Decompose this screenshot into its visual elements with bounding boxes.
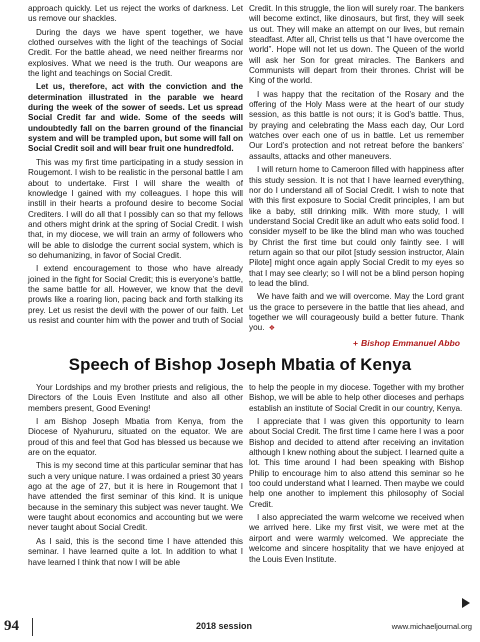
signature [249,338,464,348]
paragraph: This is my second time at this particular seminar that has such a very unique nature. I was ordained a priest 30 years ago at the age of 27, but it is here in Rougemont that I have attended the first seminar of this kind. It is unique because in the seminary this subject was never taught. We were taught about economics and accounting but we were never taught about Social Credit. [28,461,243,533]
session-label: 2018 session [196,621,253,631]
paragraph: During the days we have spent together, we have clothed ourselves with the light of the teachings of Social Credit. For the battle ahead, we need neither firearms nor explosives. What we need is the truth. Our weapons are the light and teachings on Social Credit. [28,27,243,79]
page-number: 94 [4,618,19,634]
signature-name: Bishop Emmanuel Abbo [361,337,460,348]
paragraph: I extend encouragement to those who have already joined in the fight for Social Credit; this is everyone’s battle, the same battle for all. However, we know that the devil prowls like a roaring lion, pacing back and forth stalking its prey. Let us resist the devil with the power of our faith. Let us resist and counter him with the power and truth of Social [28,264,243,325]
paragraph-bold: Let us, therefore, act with the conviction and the determination illustrated in the parable we heard during the week of the sower of seeds. Let us spread Social Credit far and wide. Some of the seeds will undoubtedly fall on the barren ground of the financial system and will be trampled upon, but some will fall on Social Credit soil and will bear fruit one hundredfold. [28,82,243,154]
continue-arrow-icon [462,598,470,608]
paragraph: This was my first time participating in a study session in Rougemont. I wish to be realistic in the personal battle I am about to undertake. First I will share the wealth of knowledge I gained with my colleagues. I hope this will instill in their hearts a profound desire to become Social Crediters. I will do all that I possibly can so that my fellows and others might drink at the spring of Social Credit. I wish that, in my diocese, we will train an army of followers who will be able to dislodge the current social system, which is so dehumanizing, in favor of Social Credit. [28,157,243,260]
website-link[interactable]: www.michaeljournal.org [391,622,472,631]
cross-icon: + [352,337,358,348]
paragraph: I also appreciated the warm welcome we received when we arrived here. Like my first visit, we were met at the airport and were warmly welcomed. We appreciate the welcome and sincere hospitality that we have enjoyed at the Louis Even Institute. [249,513,464,564]
paragraph: I will return home to Cameroon filled with happiness after this study session. It is not that I have learned everything, nor do I understand all of Social Credit. I wish to note that with this first exposure to Social Credit principles, I am but like a baby, still drinking milk. With more study, I will understand Social Credit like an adult who eats solid food. I consider myself to be like the blind man who was touched by Christ the first time but could only faintly see. I will return again so that our pilot [study session instructor, Alain Pilote] might once again apply Social Credit to my eyes so that I may see clearly; so I will not be a blind person hoping to lead the blind. [249,165,464,288]
paragraph: approach quickly. Let us reject the works of darkness. Let us remove our shackles. [28,4,243,24]
paragraph: I appreciate that I was given this opportunity to learn about Social Credit. The first time I came here I was a poor Bishop and decided to attend after receiving an invitation although I knew nothing about the subject. I learned quite a lot. This time around I had been speaking with Bishop Philip to encourage him to also attend this seminar so he too could understand what I learned. Then maybe we could help one another to implement this philosophy of Social Credit. [249,417,464,509]
paragraph: I was happy that the recitation of the Rosary and the offering of the Holy Mass were at the heart of our study session, as this battle is not ours; it is God’s battle. Thus, by praying and celebrating the Mass each day, Our Lord watches over each one of us in battle. Let us remember Our Lord’s protection and not retreat before the bankers’ assaults, attacks and other maneuvers. [249,89,464,161]
paragraph: As I said, this is the second time I have attended this seminar. I have learned quite a lot. In addition to what I have learned I think that now I will be able [28,536,243,567]
paragraph: Credit. In this struggle, the lion will surely roar. The bankers will become extinct, like dinosaurs, but first, they will seek us out. They will make an attempt on our lives, but remain steadfast. After all, Christ tells us that “I have overcome the world”. Hope will not let us down. The Queen of the world will ask her Son for great miracles. The Bankers and Communists will depart from their thrones. Christ will be King of the world. [249,4,464,86]
column-top-right [249,4,464,348]
column-bottom-left [28,383,243,571]
column-top-left [28,4,243,329]
page-footer [0,612,480,642]
paragraph-text: We have faith and we will overcome. May the Lord grant us the grace to persevere in the battle that lies ahead, and together we will courageously build a better future. Thank you. [249,292,464,333]
article-headline: Speech of Bishop Joseph Mbatia of Kenya [68,355,412,374]
paragraph: I am Bishop Joseph Mbatia from Kenya, from the Diocese of Nyahururu, situated on the equator. We are proud of this and feel that God has blessed us because we are on the equator. [28,417,243,458]
paragraph: Your Lordships and my brother priests and religious, the Directors of the Louis Even Institute and also all other members present, Good Evening! [28,383,243,413]
footer-divider [32,618,33,636]
column-bottom-right [249,383,464,568]
paragraph-last [249,292,464,334]
end-mark-icon: ❖ [268,325,276,333]
paragraph: to help the people in my diocese. Together with my brother Bishop, we will be able to help other dioceses and perhaps establish an institute of Social Credit in our country, Kenya. [249,383,464,413]
